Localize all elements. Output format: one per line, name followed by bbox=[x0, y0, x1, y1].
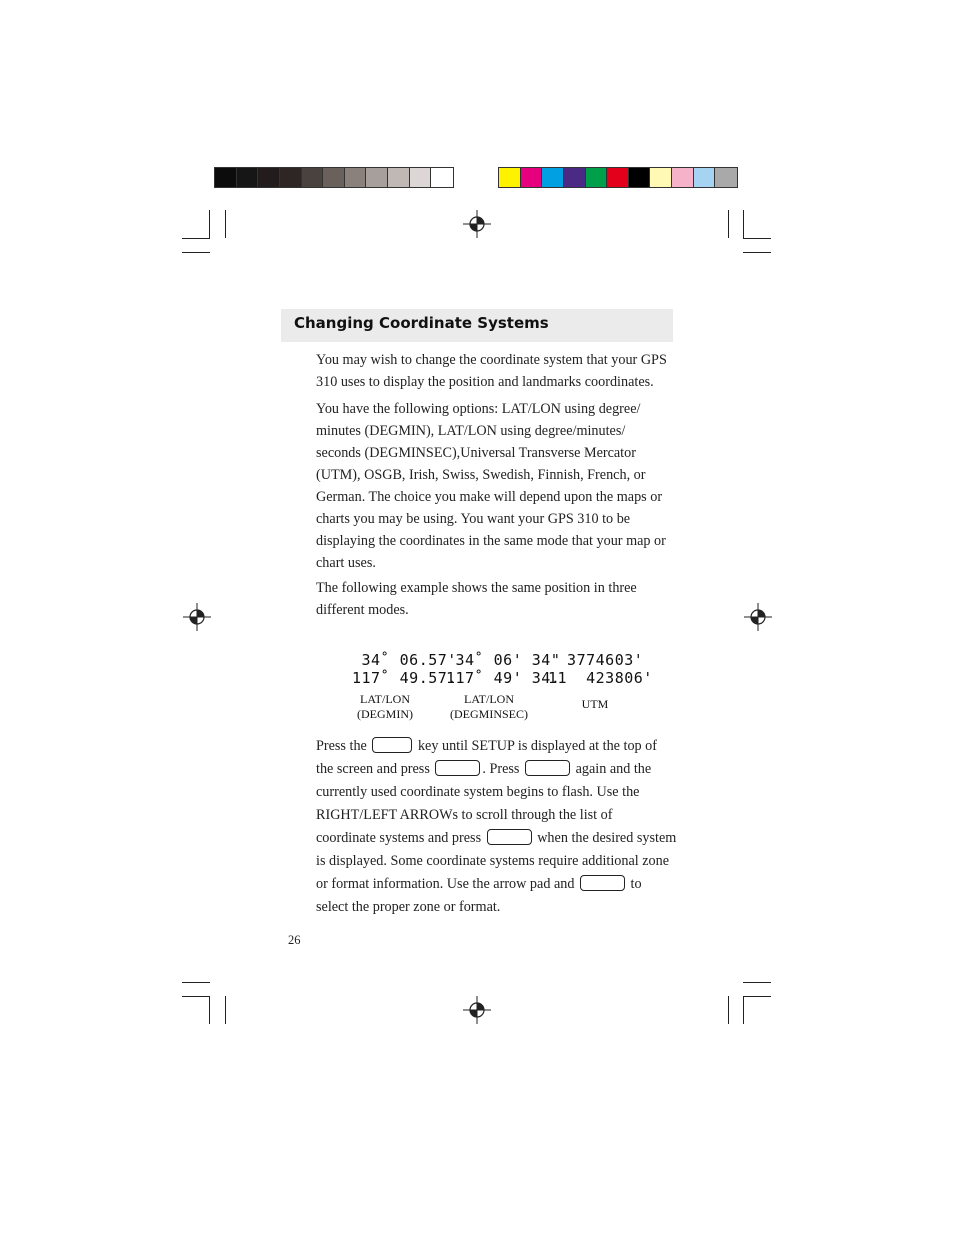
calibration-swatch bbox=[694, 168, 716, 187]
calibration-swatch bbox=[715, 168, 737, 187]
crop-mark bbox=[743, 996, 744, 1024]
calibration-swatch bbox=[629, 168, 651, 187]
paragraph-intro bbox=[316, 349, 676, 393]
text-line: The following example shows the same position in three bbox=[316, 580, 637, 596]
paragraph-example-intro bbox=[316, 577, 676, 621]
crop-mark bbox=[728, 210, 729, 238]
calibration-swatch bbox=[345, 168, 367, 187]
text: Press the bbox=[316, 738, 367, 754]
text-line bbox=[316, 758, 676, 781]
text: the screen and press bbox=[316, 761, 430, 777]
caption-line: UTM bbox=[581, 697, 609, 711]
crop-mark bbox=[209, 210, 210, 238]
registration-mark-icon bbox=[463, 996, 491, 1024]
lcd-line: 3774603' bbox=[548, 651, 644, 669]
text-line: German. The choice you make will depend upon the maps or bbox=[316, 489, 663, 505]
crop-mark bbox=[209, 996, 210, 1024]
grayscale-calibration-bar bbox=[214, 167, 454, 188]
paragraph-instructions bbox=[316, 735, 676, 919]
caption-degmin bbox=[330, 692, 440, 722]
page-number: 26 bbox=[288, 933, 301, 947]
caption-line: (DEGMINSEC) bbox=[450, 707, 528, 721]
caption-utm bbox=[540, 697, 650, 712]
calibration-swatch bbox=[499, 168, 521, 187]
calibration-swatch bbox=[431, 168, 453, 187]
text-line: currently used coordinate system begins to flash. Use the bbox=[316, 784, 640, 800]
key-button-icon bbox=[372, 737, 412, 753]
text-line: chart uses. bbox=[316, 555, 376, 571]
text-line: different modes. bbox=[316, 602, 409, 618]
calibration-swatch bbox=[215, 168, 237, 187]
text-line bbox=[316, 735, 676, 758]
calibration-swatch bbox=[521, 168, 543, 187]
text-line bbox=[316, 873, 676, 896]
text-line: 310 uses to display the position and landmarks coordinates. bbox=[316, 374, 654, 390]
crop-mark bbox=[743, 210, 744, 238]
calibration-swatch bbox=[586, 168, 608, 187]
calibration-swatch bbox=[410, 168, 432, 187]
text: when the desired system bbox=[537, 830, 677, 846]
calibration-swatch bbox=[258, 168, 280, 187]
text-line: charts you may be using. You want your GPS 310 to be bbox=[316, 511, 631, 527]
crop-mark bbox=[743, 996, 771, 997]
crop-mark bbox=[743, 252, 771, 253]
text: . Press bbox=[482, 761, 520, 777]
crop-mark bbox=[182, 982, 210, 983]
paragraph-options bbox=[316, 398, 676, 574]
calibration-swatch bbox=[672, 168, 694, 187]
registration-mark-icon bbox=[744, 603, 772, 631]
text-line bbox=[316, 827, 676, 850]
crop-mark bbox=[225, 996, 226, 1024]
registration-mark-icon bbox=[463, 210, 491, 238]
calibration-swatch bbox=[564, 168, 586, 187]
key-button-icon bbox=[487, 829, 532, 845]
lcd-line: 117̊ 49' 34. bbox=[446, 669, 561, 687]
text: or format information. Use the arrow pad and bbox=[316, 876, 575, 892]
calibration-swatch bbox=[542, 168, 564, 187]
calibration-swatch bbox=[323, 168, 345, 187]
lcd-line: 34̊ 06.57' bbox=[352, 651, 457, 669]
lcd-line: 117̊ 49.57. bbox=[352, 669, 457, 687]
key-button-icon bbox=[435, 760, 480, 776]
crop-mark bbox=[225, 210, 226, 238]
calibration-swatch bbox=[388, 168, 410, 187]
crop-mark bbox=[182, 238, 210, 239]
caption-line: (DEGMIN) bbox=[357, 707, 413, 721]
crop-mark bbox=[182, 252, 210, 253]
lcd-readout-degmin bbox=[352, 651, 457, 687]
text-line: select the proper zone or format. bbox=[316, 899, 501, 915]
caption-line: LAT/LON bbox=[464, 692, 514, 706]
text-line: You may wish to change the coordinate system that your GPS bbox=[316, 352, 667, 368]
text-line: seconds (DEGMINSEC),Universal Transverse Mercator bbox=[316, 445, 636, 461]
text: again and the bbox=[575, 761, 652, 777]
crop-mark bbox=[743, 982, 771, 983]
text-line: You have the following options: LAT/LON using degree/ bbox=[316, 401, 641, 417]
text: key until SETUP is displayed at the top of bbox=[417, 738, 657, 754]
lcd-readout-utm bbox=[548, 651, 653, 687]
color-calibration-bar bbox=[498, 167, 738, 188]
calibration-swatch bbox=[302, 168, 324, 187]
calibration-swatch bbox=[237, 168, 259, 187]
calibration-swatch bbox=[607, 168, 629, 187]
caption-line: LAT/LON bbox=[360, 692, 410, 706]
key-button-icon bbox=[580, 875, 625, 891]
crop-mark bbox=[743, 238, 771, 239]
calibration-swatch bbox=[366, 168, 388, 187]
crop-mark bbox=[728, 996, 729, 1024]
section-title: Changing Coordinate Systems bbox=[294, 314, 549, 332]
text-line: RIGHT/LEFT ARROWs to scroll through the list of bbox=[316, 807, 613, 823]
calibration-swatch bbox=[650, 168, 672, 187]
text-line: is displayed. Some coordinate systems require additional zone bbox=[316, 853, 670, 869]
key-button-icon bbox=[525, 760, 570, 776]
text-line: minutes (DEGMIN), LAT/LON using degree/minutes/ bbox=[316, 423, 626, 439]
lcd-readout-degminsec bbox=[446, 651, 560, 687]
text-line: (UTM), OSGB, Irish, Swiss, Swedish, Finnish, French, or bbox=[316, 467, 646, 483]
text: to bbox=[630, 876, 642, 892]
lcd-line: 11 423806' bbox=[548, 669, 653, 687]
text: coordinate systems and press bbox=[316, 830, 482, 846]
registration-mark-icon bbox=[183, 603, 211, 631]
crop-mark bbox=[182, 996, 210, 997]
text-line: displaying the coordinates in the same mode that your map or bbox=[316, 533, 666, 549]
caption-degminsec bbox=[434, 692, 544, 722]
calibration-swatch bbox=[280, 168, 302, 187]
lcd-line: 34̊ 06' 34" bbox=[446, 651, 561, 669]
